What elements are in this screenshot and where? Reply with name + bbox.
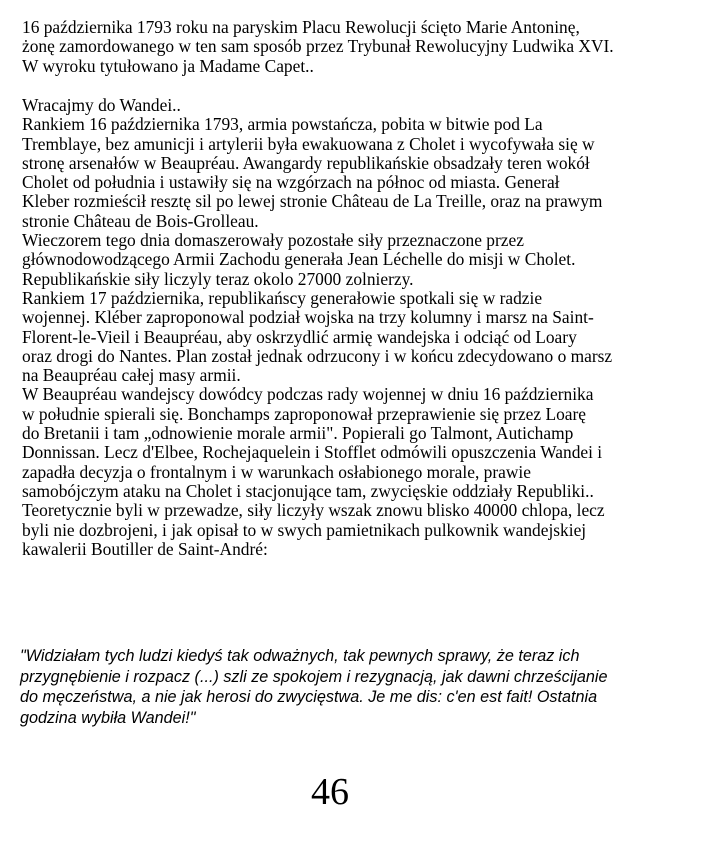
quote-paragraph: "Widziałam tych ludzi kiedyś tak odważnych, tak pewnych sprawy, że teraz ich przygnębienie i rozpacz (...) szli ze spokojem i rezygnacją, jak dawni chrześcijanie do męczeństwa, a nie jak herosi do zwycięstwa. Je me dis: c'en est fait! Ostatnia godzina wybiła Wandei!" — [20, 647, 608, 727]
page-number: 46 — [311, 771, 349, 813]
main-paragraph: Wracajmy do Wandei.. Rankiem 16 października 1793, armia powstańcza, pobita w bitwie pod La Tremblaye, bez amunicji i artylerii była ewakuowana z Cholet i wycofywała się w stronę arsenałów w Beaupréau. Awangardy republikańskie obsadzały teren wokół Cholet od południa i ustawiły się na wzgórzach na północ od miasta. Generał Kleber rozmieścił resztę sil po lewej stronie Château de La Treille, oraz na prawym stronie Château de Bois-Grolleau. Wieczorem tego dnia domaszerowały pozostałe siły przeznaczone przez głównodowodzącego Armii Zachodu generała Jean Léchelle do misji w Cholet. Republikańskie siły liczyly teraz okolo 27000 zolnierzy. Rankiem 17 października, republikańscy generałowie spotkali się w radzie wojennej. Kléber zaproponowal podział wojska na trzy kolumny i marsz na Saint- Florent-le-Vieil i Beaupréau, aby oskrzydlić armię wandejska i odciąć od Loary oraz drogi do Nantes. Plan został jednak odrzucony i w końcu zdecydowano o marsz na Beaupréau całej masy armii. W Beaupréau wandejscy dowódcy podczas rady wojennej w dniu 16 października w południe spierali się. Bonchamps zaproponował przeprawienie się przez Loarę do Bretanii i tam „odnowienie morale armii". Popierali go Talmont, Autichamp Donnissan. Lecz d'Elbee, Rochejaquelein i Stofflet odmówili opuszczenia Wandei i zapadła decyzja o frontalnym i w warunkach osłabionego morale, prawie samobójczym ataku na Cholet i stacjonujące tam, zwycięskie oddziały Republiki.. Teoretycznie byli w przewadze, siły liczyły wszak znowu blisko 40000 chlopa, lecz byli nie dozbrojeni, i jak opisał to w swych pamietnikach pulkownik wandejskiej kawalerii Boutiller de Saint-André: — [22, 95, 613, 559]
intro-paragraph: 16 października 1793 roku na paryskim Placu Rewolucji ścięto Marie Antoninę, żonę zamordowanego w ten sam sposób przez Trybunał Rewolucyjny Ludwika XVI. W wyroku tytułowano ja Madame Capet.. — [22, 17, 614, 76]
